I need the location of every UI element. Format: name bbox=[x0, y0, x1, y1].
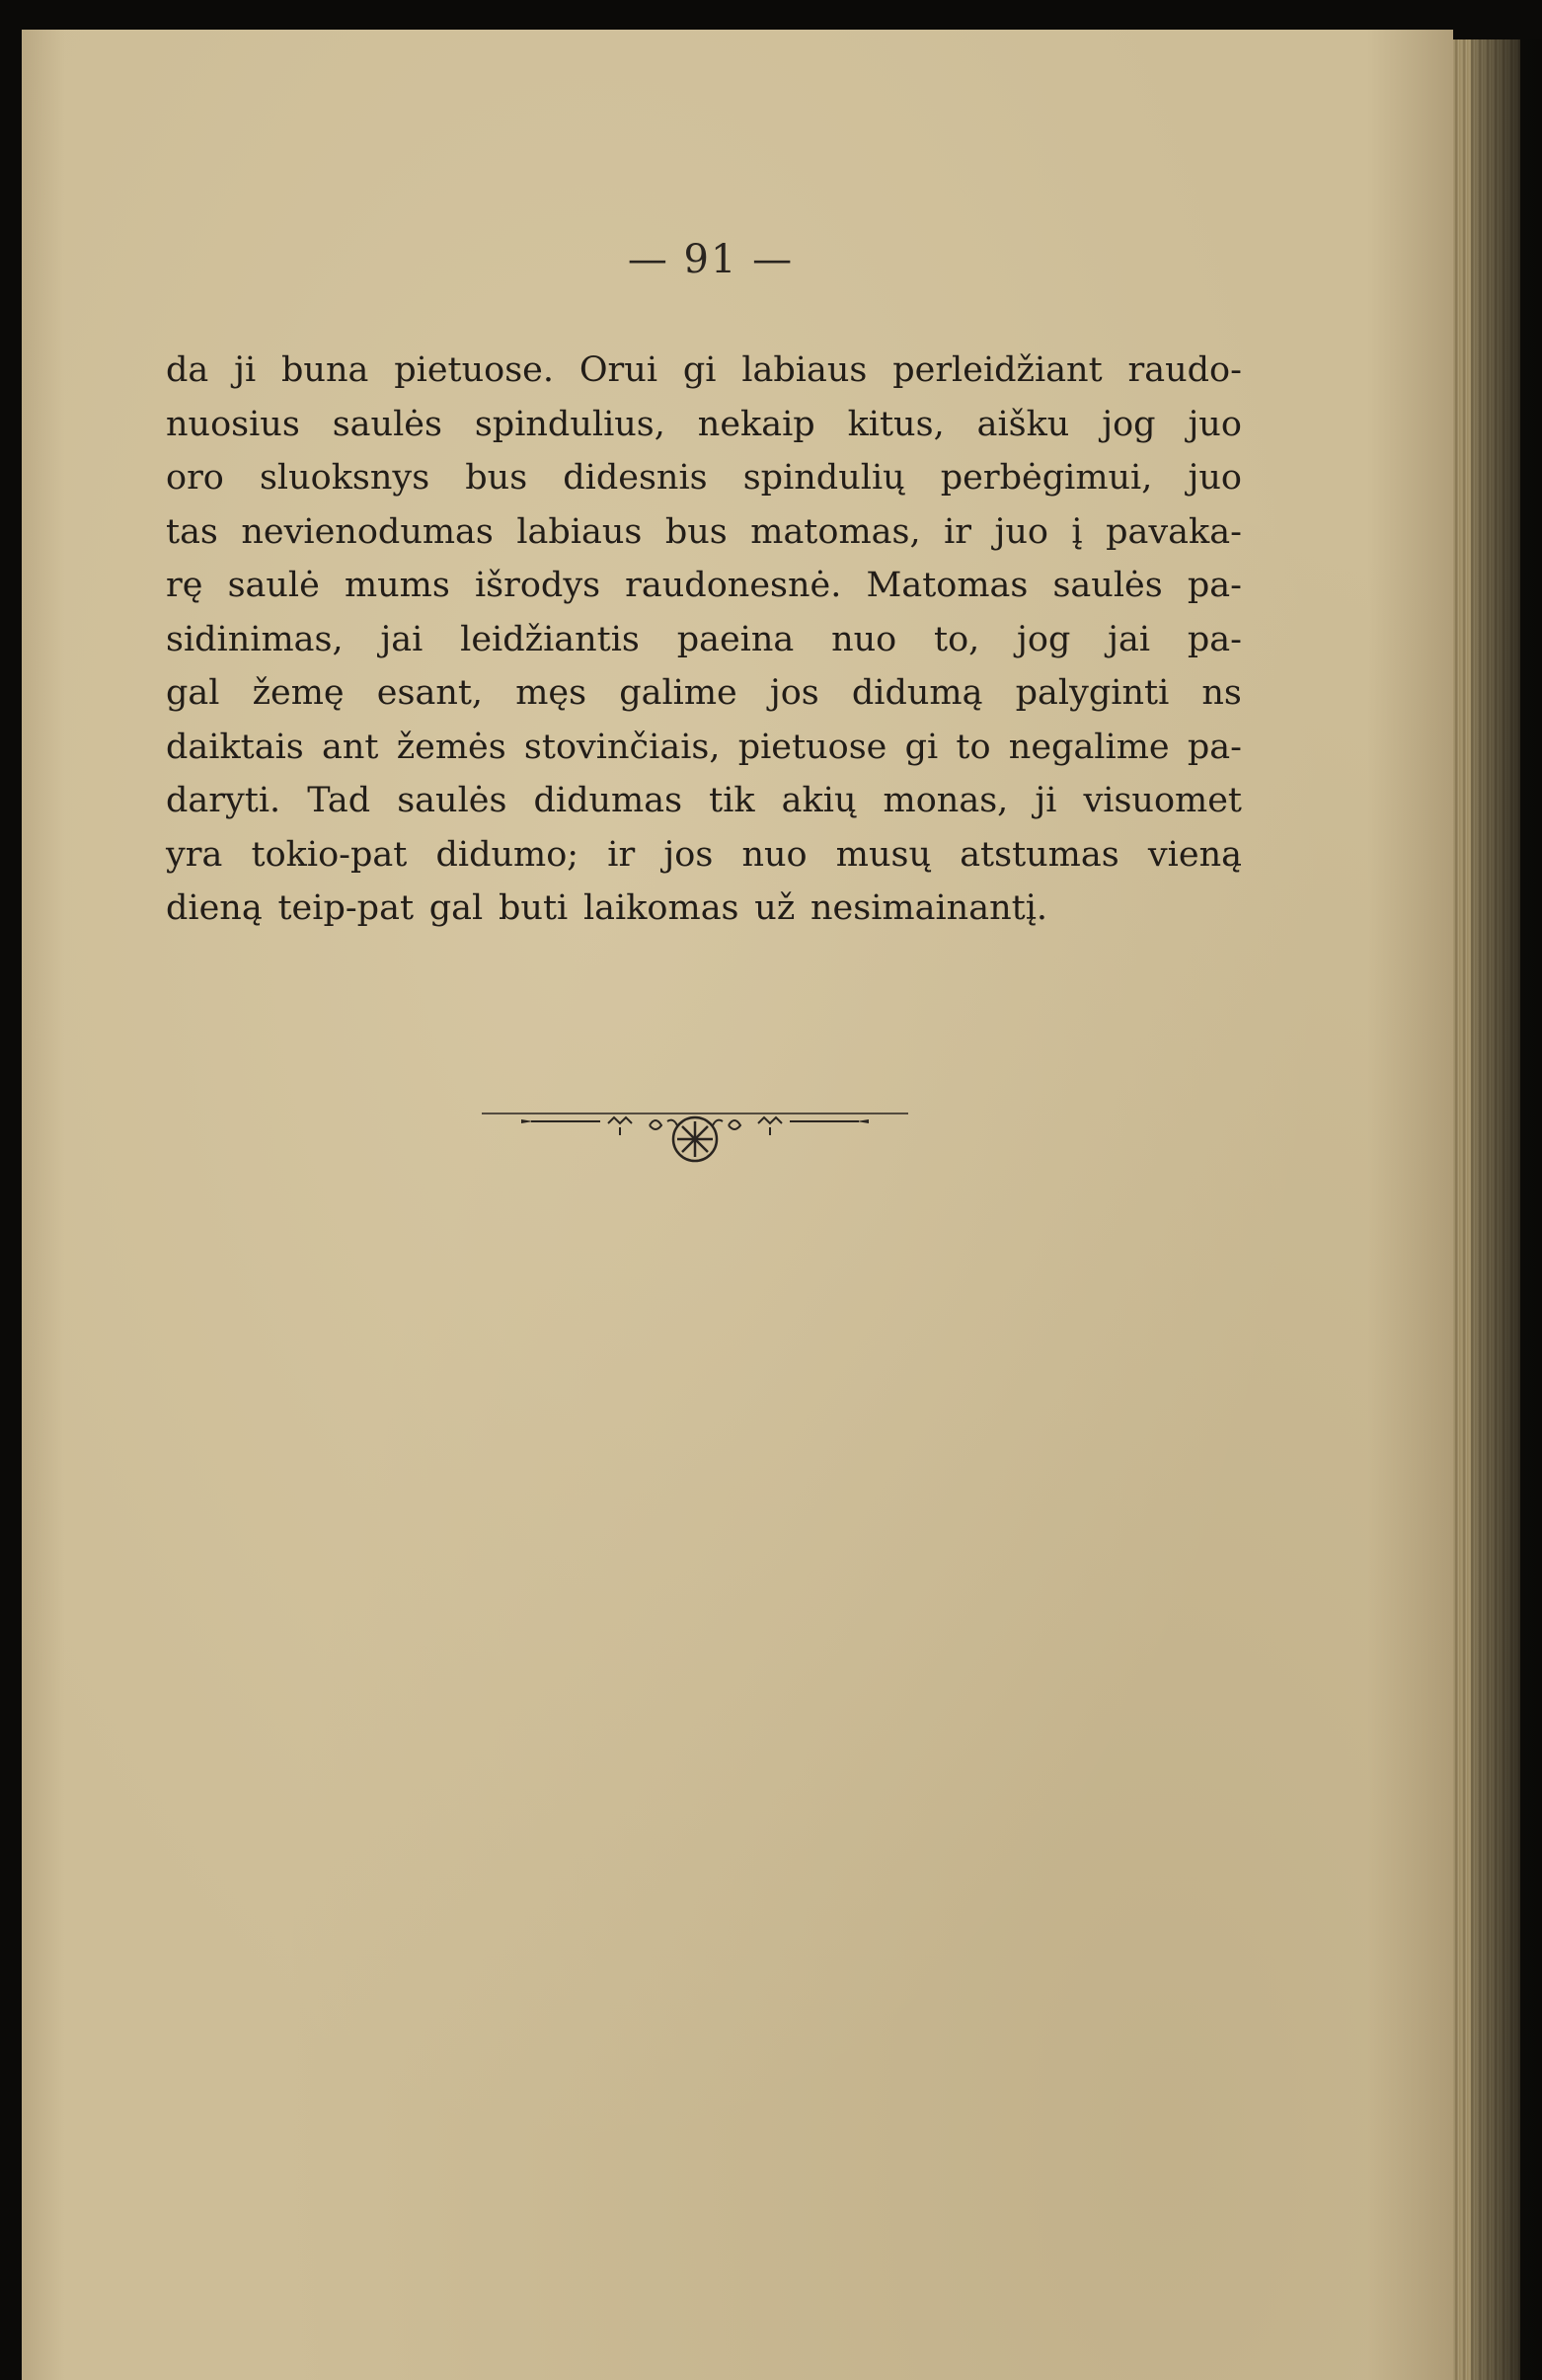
word: žemę bbox=[252, 673, 345, 713]
word: gi bbox=[682, 350, 717, 390]
body-text bbox=[166, 344, 1242, 936]
word: nevienodumas bbox=[241, 511, 494, 552]
word: į bbox=[1071, 511, 1083, 552]
word: jos bbox=[663, 834, 714, 875]
word: perleidžiant bbox=[892, 350, 1103, 390]
word: raudonesnė. bbox=[625, 566, 842, 605]
word: tik bbox=[709, 781, 755, 820]
word: spindulių bbox=[742, 458, 905, 498]
word: jai bbox=[1108, 619, 1151, 659]
word: negalime bbox=[1008, 727, 1170, 767]
word: matomas, bbox=[750, 511, 921, 552]
word: ns bbox=[1201, 673, 1242, 713]
word: dieną bbox=[166, 888, 263, 928]
word: to bbox=[956, 727, 991, 767]
word: monas, bbox=[883, 781, 1009, 820]
word: paeina bbox=[676, 619, 795, 659]
word: vieną bbox=[1147, 834, 1242, 875]
word: akių bbox=[781, 781, 857, 820]
word: buti bbox=[499, 888, 569, 928]
word: labiaus bbox=[741, 350, 868, 390]
word: męs bbox=[515, 673, 587, 713]
text-line bbox=[166, 613, 1242, 667]
word: jai bbox=[380, 619, 424, 659]
word: juo bbox=[994, 511, 1048, 552]
word: išrodys bbox=[474, 566, 601, 605]
word: stovinčiais, bbox=[523, 727, 721, 767]
word: Tad bbox=[307, 781, 371, 820]
word: musų bbox=[835, 834, 932, 875]
word: didumą bbox=[851, 673, 983, 713]
word: palyginti bbox=[1015, 673, 1170, 713]
text-line bbox=[166, 398, 1242, 452]
word: saulė bbox=[227, 566, 320, 605]
word: perbėgimui, bbox=[940, 458, 1153, 498]
word: sluoksnys bbox=[259, 458, 430, 498]
word: bus bbox=[465, 458, 528, 498]
word: juo bbox=[1188, 404, 1242, 444]
text-line bbox=[166, 882, 1242, 936]
word: juo bbox=[1188, 458, 1242, 498]
word: atstumas bbox=[960, 834, 1119, 875]
word: ir bbox=[944, 511, 971, 552]
word: rę bbox=[166, 566, 203, 605]
word: ji bbox=[1035, 781, 1057, 820]
binding-shadow bbox=[1471, 39, 1542, 2380]
text-line bbox=[166, 828, 1242, 883]
word: buna bbox=[281, 350, 369, 390]
word: ant bbox=[321, 727, 379, 767]
word: teip-pat bbox=[277, 888, 415, 928]
text-line bbox=[166, 344, 1242, 398]
word: labiaus bbox=[516, 511, 643, 552]
word: aišku bbox=[976, 404, 1070, 444]
word: tas bbox=[166, 511, 218, 552]
word: nekaip bbox=[697, 404, 815, 444]
word: da bbox=[166, 350, 209, 390]
word: sidinimas, bbox=[166, 619, 344, 659]
word: Orui bbox=[578, 350, 658, 390]
word: tokio-pat bbox=[251, 834, 408, 875]
word: saulės bbox=[1052, 566, 1163, 605]
word: pa- bbox=[1187, 619, 1242, 659]
word: nuo bbox=[831, 619, 897, 659]
word: saulės bbox=[332, 404, 442, 444]
text-line bbox=[166, 559, 1242, 613]
word: to, bbox=[934, 619, 980, 659]
word: gi bbox=[904, 727, 939, 767]
word: didumas bbox=[533, 781, 683, 820]
text-line bbox=[166, 774, 1242, 828]
word: jog bbox=[1102, 404, 1156, 444]
word: nuosius bbox=[166, 404, 300, 444]
word: gal bbox=[428, 888, 484, 928]
word: pa- bbox=[1187, 566, 1242, 605]
word: oro bbox=[166, 458, 224, 498]
word: Matomas bbox=[866, 566, 1029, 605]
word: raudo- bbox=[1127, 350, 1242, 390]
word: pa- bbox=[1187, 727, 1242, 767]
word: galime bbox=[619, 673, 737, 713]
word: už bbox=[754, 888, 796, 928]
word: visuomet bbox=[1083, 781, 1242, 820]
text-line bbox=[166, 451, 1242, 505]
word: kitus, bbox=[847, 404, 945, 444]
word: pavaka- bbox=[1106, 511, 1242, 552]
word: yra bbox=[166, 834, 223, 875]
word: pietuose. bbox=[394, 350, 555, 390]
word: jos bbox=[769, 673, 819, 713]
word: žemės bbox=[396, 727, 506, 767]
word: gal bbox=[166, 673, 220, 713]
word: ji bbox=[234, 350, 257, 390]
text-line bbox=[166, 505, 1242, 560]
word: daiktais bbox=[166, 727, 304, 767]
word: jog bbox=[1017, 619, 1071, 659]
word: bus bbox=[664, 511, 728, 552]
text-line bbox=[166, 666, 1242, 721]
word: ir bbox=[607, 834, 636, 875]
word: pietuose bbox=[737, 727, 887, 767]
word: daryti. bbox=[166, 781, 281, 820]
word: mums bbox=[344, 566, 450, 605]
word: leidžiantis bbox=[460, 619, 640, 659]
page-number: — 91 — bbox=[627, 237, 795, 282]
word: laikomas bbox=[582, 888, 739, 928]
text-line bbox=[166, 721, 1242, 775]
word: didesnis bbox=[563, 458, 708, 498]
word: esant, bbox=[376, 673, 484, 713]
word: saulės bbox=[397, 781, 507, 820]
ornament-divider-icon bbox=[482, 1106, 908, 1185]
word: spindulius, bbox=[474, 404, 665, 444]
word: nuo bbox=[741, 834, 808, 875]
word: nesimainantį. bbox=[810, 888, 1048, 928]
word: didumo; bbox=[435, 834, 579, 875]
